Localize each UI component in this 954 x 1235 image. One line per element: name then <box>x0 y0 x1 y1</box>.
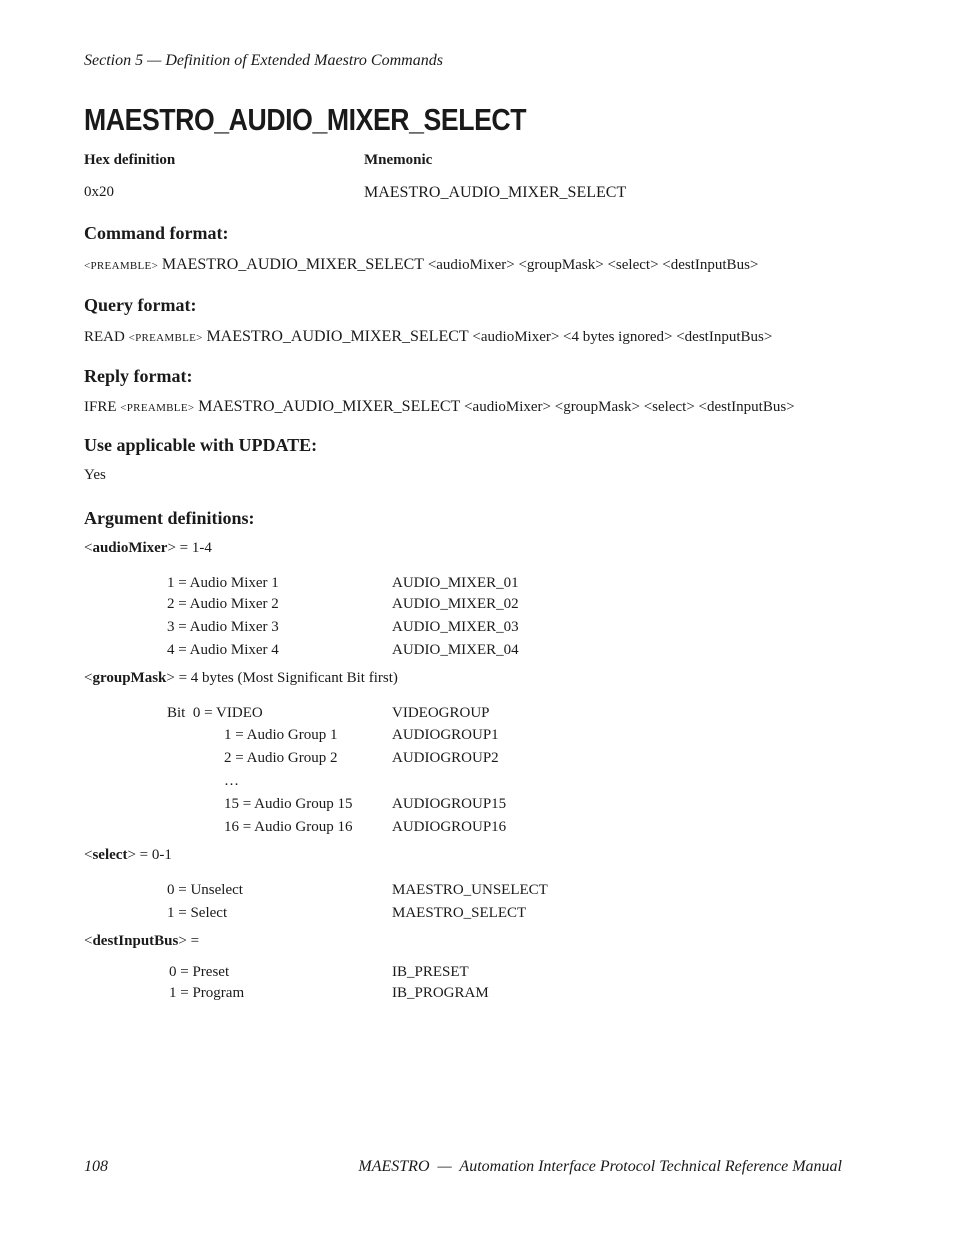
arg-destinputbus-range: > = <box>178 933 200 949</box>
select-row-mnemonic: MAESTRO_SELECT <box>392 905 527 921</box>
running-head: Section 5 — Definition of Extended Maestro Commands <box>84 52 443 69</box>
audiomixer-row-desc: 3 = Audio Mixer 3 <box>167 619 279 635</box>
update-heading: Use applicable with UPDATE: <box>84 435 318 455</box>
arg-select-range: > = 0-1 <box>127 847 172 863</box>
groupmask-row-mnemonic: AUDIOGROUP1 <box>392 727 499 743</box>
reply-args: <audioMixer> <groupMask> <select> <destInputBus> <box>464 399 795 415</box>
audiomixer-row-desc: 1 = Audio Mixer 1 <box>167 575 279 591</box>
command-args: <audioMixer> <groupMask> <select> <destInputBus> <box>427 257 759 273</box>
query-format-line <box>84 328 772 346</box>
query-format-heading: Query format: <box>84 295 197 315</box>
reply-prefix: IFRE <box>84 399 117 415</box>
reply-preamble: <PREAMBLE> <box>120 402 195 414</box>
reply-format-heading: Reply format: <box>84 366 193 386</box>
command-format-heading: Command format: <box>84 223 229 243</box>
command-name: MAESTRO_AUDIO_MIXER_SELECT <box>161 256 425 273</box>
select-row-mnemonic: MAESTRO_UNSELECT <box>392 882 548 898</box>
command-preamble: <PREAMBLE> <box>84 260 159 272</box>
arg-audiomixer-range: > = 1-4 <box>167 540 212 556</box>
update-value: Yes <box>84 467 106 483</box>
audiomixer-row-mnemonic: AUDIO_MIXER_01 <box>392 575 519 591</box>
query-prefix: READ <box>84 329 125 345</box>
arg-audiomixer-name: audioMixer <box>92 540 168 556</box>
arg-groupmask-range: > = 4 bytes (Most Significant Bit first) <box>166 670 398 686</box>
audiomixer-row-mnemonic: AUDIO_MIXER_03 <box>392 619 519 635</box>
destinputbus-row-mnemonic: IB_PRESET <box>392 964 469 980</box>
groupmask-row-desc: 1 = Audio Group 1 <box>224 727 338 743</box>
query-preamble: <PREAMBLE> <box>128 332 203 344</box>
groupmask-row-mnemonic: AUDIOGROUP16 <box>392 819 507 835</box>
page-title: MAESTRO_AUDIO_MIXER_SELECT <box>84 102 527 137</box>
groupmask-bit0-desc: Bit 0 = VIDEO <box>167 705 263 721</box>
groupmask-row-mnemonic: AUDIOGROUP2 <box>392 750 499 766</box>
reply-command-name: MAESTRO_AUDIO_MIXER_SELECT <box>198 398 461 415</box>
audiomixer-row-mnemonic: AUDIO_MIXER_04 <box>392 642 519 658</box>
footer-manual-title: MAESTRO — Automation Interface Protocol Technical Reference Manual <box>358 1158 842 1175</box>
groupmask-bit0-mnemonic: VIDEOGROUP <box>392 705 490 721</box>
audiomixer-row-desc: 2 = Audio Mixer 2 <box>167 596 279 612</box>
query-command-name: MAESTRO_AUDIO_MIXER_SELECT <box>206 328 469 345</box>
destinputbus-row-desc: 0 = Preset <box>169 964 230 980</box>
page-number: 108 <box>84 1158 108 1175</box>
hex-definition-value: 0x20 <box>84 184 114 200</box>
arg-select-heading: <select> = 0-1 <box>84 847 172 863</box>
arg-groupmask-name: groupMask <box>92 670 167 686</box>
query-args: <audioMixer> <4 bytes ignored> <destInputBus> <box>472 329 773 345</box>
groupmask-row-desc: 2 = Audio Group 2 <box>224 750 338 766</box>
mnemonic-label: Mnemonic <box>364 152 433 168</box>
destinputbus-row-mnemonic: IB_PROGRAM <box>392 985 489 1001</box>
arg-destinputbus-heading: <destInputBus> = <box>84 933 200 949</box>
argument-definitions-heading: Argument definitions: <box>84 508 255 528</box>
select-row-desc: 1 = Select <box>167 905 228 921</box>
groupmask-row-mnemonic: AUDIOGROUP15 <box>392 796 507 812</box>
mnemonic-value: MAESTRO_AUDIO_MIXER_SELECT <box>364 184 627 201</box>
reply-format-line <box>84 398 795 416</box>
destinputbus-row-desc: 1 = Program <box>169 985 245 1001</box>
audiomixer-row-mnemonic: AUDIO_MIXER_02 <box>392 596 519 612</box>
arg-destinputbus-name: destInputBus <box>92 933 179 949</box>
audiomixer-row-desc: 4 = Audio Mixer 4 <box>167 642 279 658</box>
command-format-line <box>84 256 758 274</box>
arg-audiomixer-heading: <audioMixer> = 1-4 <box>84 540 212 556</box>
arg-groupmask-heading: <groupMask> = 4 bytes (Most Significant Bit first) <box>84 670 398 686</box>
groupmask-ellipsis: … <box>224 773 239 789</box>
hex-definition-label: Hex definition <box>84 152 176 168</box>
arg-select-name: select <box>92 847 128 863</box>
groupmask-row-desc: 16 = Audio Group 16 <box>224 819 353 835</box>
select-row-desc: 0 = Unselect <box>167 882 243 898</box>
groupmask-row-desc: 15 = Audio Group 15 <box>224 796 353 812</box>
